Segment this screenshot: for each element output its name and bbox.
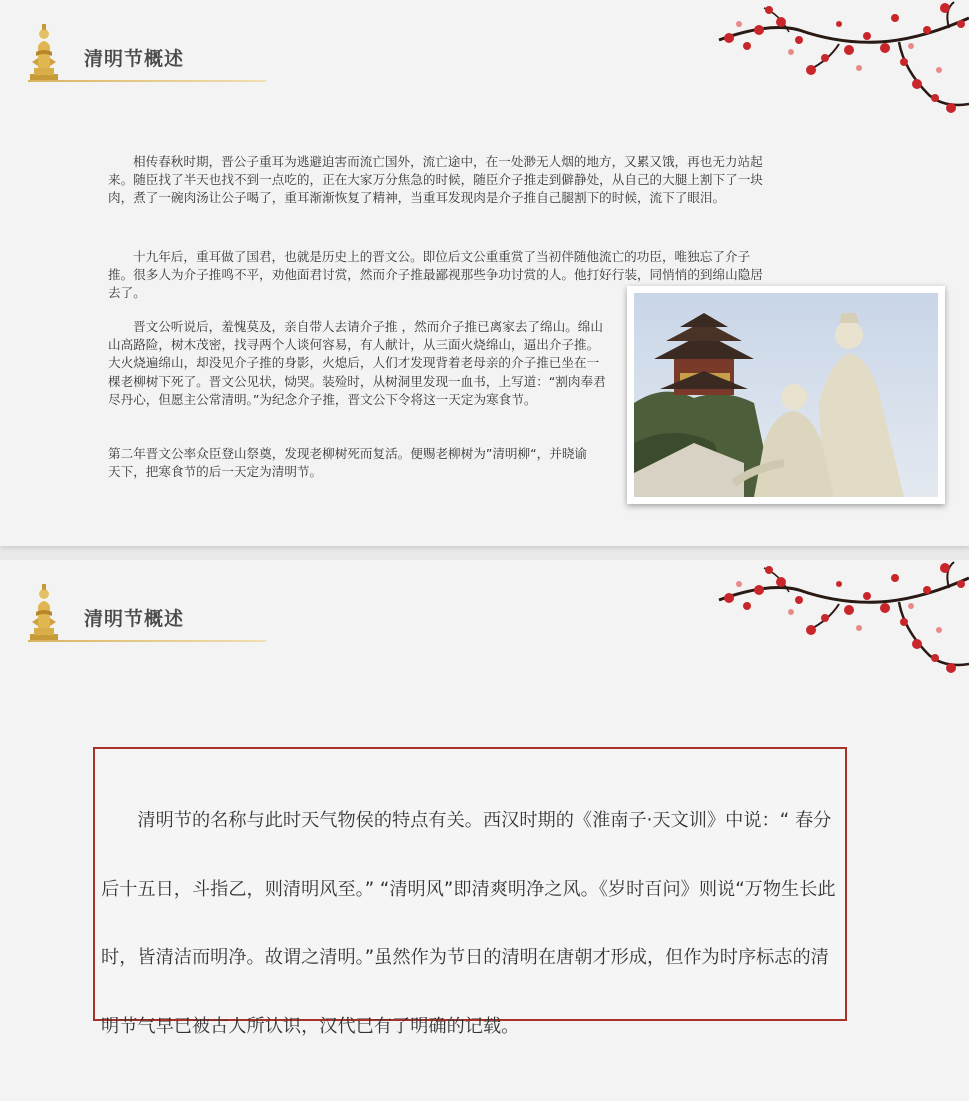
page-title: 清明节概述 [84,608,185,630]
box-paragraph: 清明节的名称与此时天气物侯的特点有关。西汉时期的《淮南子·天文训》中说：“ 春分后十五日，斗指乙，则清明风至。” “清明风”即清爽明净之风。《岁时百问》则说“万物生长此时，皆清洁而明净。故谓之清明。”虽然作为节日的清明在唐朝才形成，但作为时序标志的清明节气早已被古人所认识，汉代已有了明确的记载。 [101,810,836,1037]
golden-statue-icon [24,582,64,642]
paragraph-2: 十九年后，重耳做了国君，也就是历史上的晋文公。即位后文公重重赏了当初伴随他流亡的功臣，唯独忘了介子推。很多人为介子推鸣不平，劝他面君讨赏，然而介子推最鄙视那些争功讨赏的人。他打好行装，同悄悄的到绵山隐居去了。 [108,249,763,301]
title-underline [28,640,266,642]
text-box [93,747,847,1037]
plum-blossom-decoration [699,560,969,680]
slide-1 [0,0,969,546]
statue-photo-image [634,293,938,497]
paragraph-3: 晋文公听说后，羞愧莫及，亲自带人去请介子推 ，然而介子推已离家去了绵山。绵山山高路险，树木茂密，找寻两个人谈何容易，有人献计，从三面火烧绵山，逼出介子推。 大火烧遍绵山，却没见介子推的身影，火熄后，人们才发现背着老母亲的介子推已坐在一棵老柳树下死了。晋文公见状，恸哭。装殓时，从树洞里发现一血书，上写道：“割肉奉君尽丹心，但愿主公常清明。”为纪念介子推，晋文公下令将这一天定为寒食节。 [108,319,606,407]
statue-photo [627,286,945,504]
plum-blossom-decoration [699,0,969,120]
page-title: 清明节概述 [84,48,185,70]
title-underline [28,80,266,82]
paragraph-4: 第二年晋文公率众臣登山祭奠，发现老柳树死而复活。便赐老柳树为”清明柳“，并晓谕天下，把寒食节的后一天定为清明节。 [108,446,588,480]
golden-statue-icon [24,22,64,82]
slide-2 [0,560,969,1101]
paragraph-1: 相传春秋时期，晋公子重耳为逃避迫害而流亡国外，流亡途中，在一处渺无人烟的地方，又累又饿，再也无力站起来。随臣找了半天也找不到一点吃的，正在大家万分焦急的时候，随臣介子推走到僻静处，从自己的大腿上割下了一块肉，煮了一碗肉汤让公子喝了，重耳渐渐恢复了精神，当重耳发现肉是介子推自己腿割下的时候，流下了眼泪。 [108,154,763,206]
